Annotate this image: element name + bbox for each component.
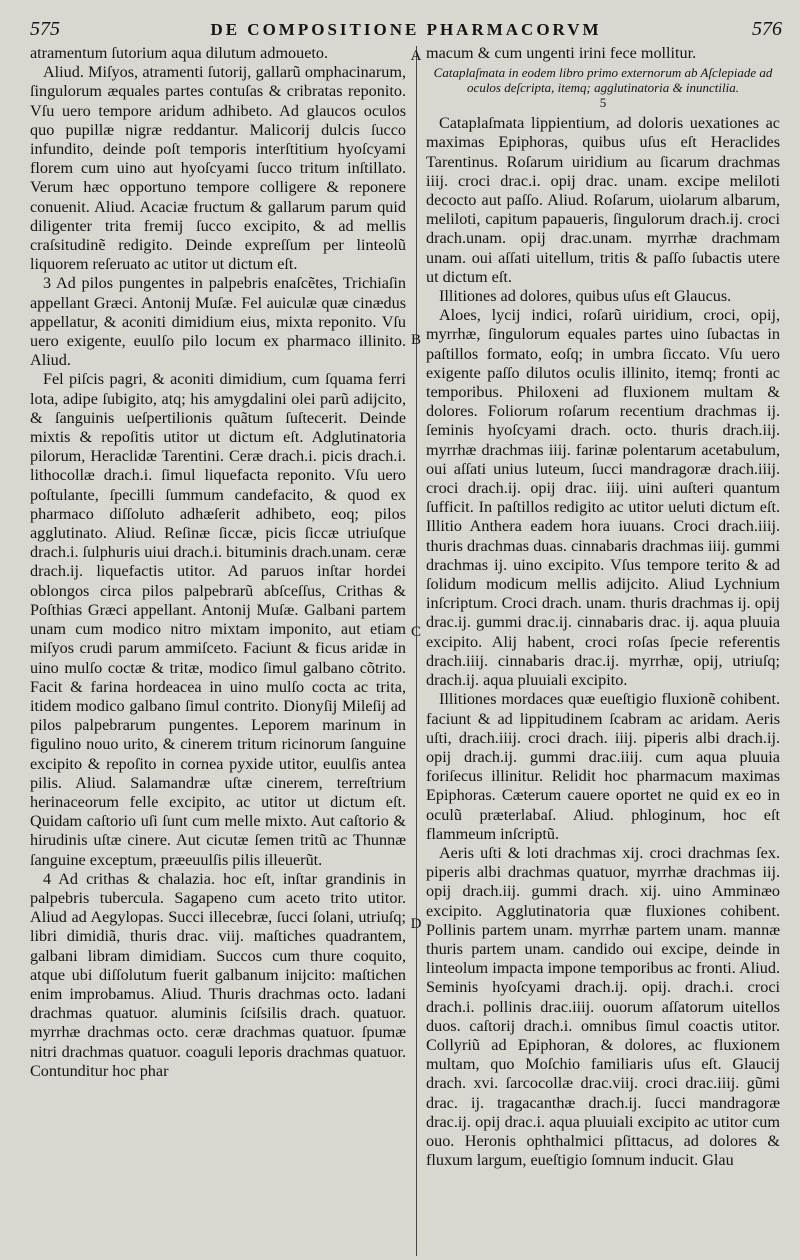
- paragraph: 4 Ad crithas & chalazia. hoc eſt, inſtar grandinis in palpebris tubercula. Sagapeno cum aceto trito utitor. Aliud ad Aegylopas. Succi illecebræ, ſucci ſolani, utriuſq; libri dimidiã, thuris drac. viij. maſtiches quadrantem, galbani libram dimidiam. Succos cum thure coquito, atque ubi diſſolutum fuerit galbanum inijcito: maſtichen enim improbamus. Aliud. Thuris drachmas octo. ladani drachmas quatuor. aluminis ſciſsilis drach. quatuor. myrrhæ drachmas octo. ceræ drachmas quatuor. ſpumæ nitri drachmas quatuor. coaguli leporis drachmas quatuor. Contunditur hoc phar: [30, 869, 406, 1080]
- margin-marker-a: A: [410, 48, 422, 64]
- section-number: 5: [599, 95, 607, 111]
- running-header: [30, 18, 782, 46]
- paragraph: Aliud. Miſyos, atramenti ſutorij, gallarũ omphacinarum, ſingulorum æquales partes contuſas & cribratas reponito. Vſu uero tempore aridum adhibeto. Ad glaucos oculos quo pupillæ nigræ reddantur. Malicorij dulcis ſucco infundito, deinde poſt temporis interſtitium hyoſcyami florem cum uino aut hyoſcyami ſucco tritum inſtillato. Verum hæc opportuno tempore colligere & reponere conuenit. Aliud. Acaciæ fructum & gallarum parum quid diligenter trita fremij ſucco excipito, & ad mellis craſsitudinẽ redigito. Deinde expreſſum per linteolũ liquorem reſeruato ac utitor ut dictum eſt.: [30, 63, 406, 274]
- paragraph: atramentum ſutorium aqua dilutum admoueto.: [30, 44, 329, 62]
- page-number-left: 575: [30, 18, 60, 40]
- paragraph: Illitiones mordaces quæ eueſtigio fluxionẽ cohibent. faciunt & ad lippitudinem ſcabram ac aridam. Aeris uſti, drach.iiij. croci drach. iiij. piperis albi drach.ij. opij drach.ij. gummi drac.iiij. cum aqua pluuia foriſecus illinitur. Relidit hoc pharmacum maximas Epiphoras. Cæterum cauere oportet ne quid ex eo in oculũ præterlabaſ. Aliud. phloginum, hoc eſt flammeum inſcriptũ.: [426, 690, 780, 843]
- right-column: [426, 44, 780, 1170]
- left-column: [30, 44, 406, 1081]
- paragraph: Fel piſcis pagri, & aconiti dimidium, cum ſquama ferri lota, adipe ſubigito, atq; his amygdalini olei parũ adijcito, & ſanguinis ueſpertilionis quãtum ſuſtecerit. Deinde mixtis & repoſitis utitor ut dictum eſt. Adglutinatoria pilorum, Heraclidæ Tarentini. Ceræ drach.i. picis drach.i. lithocollæ drach.i. ſimul liquefacta reponito. Vſu uero poſtulante, ſpecilli ſummum candefacito, & quod ex pharmaco diſſoluto adhæſerit adhibeto, eoq; pilos agglutinato. Aliud. Reſinæ ſiccæ, picis ſiccæ utriuſque drach.i. ſulphuris uiui drach.i. bituminis drach.unam. ceræ drach.ij. liquefactis utitor. Ad paruos inſtar hordei oblongos circa pilos palpebrarũ abſceſſus, Crithas & Poſthias Græci appellant. Antonij Muſæ. Galbani partem unam cum modico nitro mixtam imponito, aut etiam miſyos crudi parum ammiſceto. Faciunt & ficus aridæ in uino mulſo coctæ & tritæ, modico ſimul galbano cõtrito. Facit & farina hordeacea in uino mulſo cocta ac trita, itidem modico galbano ſimul contrito. Dionyſij Mileſij ad pilos palpebrarum pungentes. Leporem marinum in figulino nouo urito, & cinerem tritum ricinorum ſanguine excipito & repoſito in cornea pyxide utitor, euulſis antea pilis. Aliud. Salamandræ uſtæ cinerem, terreſtrium herinaceorum felle excipito, ac utitor ut dictum eſt. Quidam caſtorio uſi ſunt cum melle mixto. Aut caſtorio & hirudinis uſtæ cinere. Aut cicutæ ſemen tritũ ac Thunnæ ſanguine exceptum, præeuulſis pilis illeuerũt.: [30, 370, 406, 869]
- margin-marker-b: B: [410, 332, 421, 348]
- column-divider: [416, 46, 417, 1256]
- paragraph: Aloes, lycij indici, roſarũ uiridium, croci, opij, myrrhæ, ſingulorum equales partes uino ſubactas in paſtillos formato, eoſq; in umbra ſiccato. Vſu uero exigente paſſo dilutos oculis illinito, itemq; fronti ac temporibus. Philoxeni ad fluxionem multam & dolores. Foliorum roſarum recentium drachmas ij. ſeminis hyoſcyami drach. octo. thuris drach.iij. myrrhæ drachmas iiij. farinæ polentarum acetabulum, oui aſſati unius luteum, ſucci mandragoræ drach.iiij. croci drach.ij. opij drac. iiij. uini auſteri quantum ſufficit. In paſtillos redigito ac utitor ueluti dictum eſt. Illitio Anthera eadem hora iuuans. Croci drach.iiij. thuris drachmas duas. cinnabaris drachmas iiij. gummi drachmas ij. uino excipito. Vſus tempore terito & ad ſolidum modicum mellis adijcito. Aliud Lychnium inſcriptum. Croci drach. unam. thuris drachmas ij. opij drac.ij. gummi drac.ij. cinnabaris drac. ij. aqua pluuia excipito. Alij habent, croci roſas ſpecie referentis drach.iiij. cinnabaris drac.ij. myrrhæ, opij, utriuſq; drach.ij. aqua pluuiali excipito.: [426, 306, 780, 690]
- paragraph: macum & cum ungenti irini fece mollitur.: [426, 44, 697, 62]
- section-heading-text: Cataplaſmata in eodem libro primo externorum ab Aſclepiade ad oculos deſcripta, itemq; agglutinatoria & inunctilia.: [433, 65, 773, 96]
- paragraph: 3 Ad pilos pungentes in palpebris enaſcẽtes, Trichiaſin appellant Græci. Antonij Muſæ. Fel auiculæ quæ cinædus appellatur, & aconiti dimidium eius, mixta reponito. Vſu uero exigente, euulſo pilo locum ex pharmaco illinito. Aliud.: [30, 274, 406, 370]
- margin-marker-c: C: [410, 624, 421, 640]
- paragraph: Aeris uſti & loti drachmas xij. croci drachmas ſex. piperis albi drachmas quatuor, myrrhæ drachmas iij. opij drach.iij. gummi drach. xij. uino Amminæo excipito. Agglutinatoria quæ fluxiones cohibent. Pollinis partem unam. myrrhæ partem unam. mannæ thuris partem unam. candido oui excipe, deinde in linteolum impacta impone temporibus ac fronti. Aliud. Seminis hyoſcyami drach.ij. opij. drach.i. croci drach.i. pollinis drac.iiij. ouorum aſſatorum uitellos duos. caſtorij drach.i. omnibus ſimul coactis utitor. Collyriũ ad Epiphoran, & dolores, ac fluxionem multam, quo Moſchio familiaris uſus eſt. Glaucij drach. xvi. ſarcocollæ drac.viij. croci drac.iiij. gũmi drac. ij. tragacanthæ drach.ij. ſucci mandragoræ drac.ij. opij drac.i. aqua pluuiali excipito ac utitor cum ouo. Heronis ophthalmici pſittacus, ad dolores & fluxum largum, eueſtigio ſomnum inducit. Glau: [426, 843, 780, 1170]
- running-title: DE COMPOSITIONE PHARMACORVM: [210, 20, 602, 39]
- margin-marker-d: D: [410, 916, 422, 932]
- paragraph: Illitiones ad dolores, quibus uſus eſt Glaucus.: [438, 287, 732, 306]
- paragraph: Cataplaſmata lippientium, ad doloris uexationes ac maximas Epiphoras, quibus uſus eſt Heraclides Tarentinus. Roſarum uiridium au ſicarum drachmas iiij. croci drac.i. opij drac. unam. excipe meliloti decocto aut paſſo. Aliud. Roſarum, uiolarum albarum, meliloti, capitum papaueris, ſingulorum drach.ij. croci drach.unam. opij drac.unam. myrrhæ drachmam unam. oui aſſati uitellum, tritis & paſſo ſubactis utere ut dictum eſt.: [426, 114, 780, 286]
- section-heading: [426, 65, 780, 110]
- page-number-right: 576: [752, 18, 782, 40]
